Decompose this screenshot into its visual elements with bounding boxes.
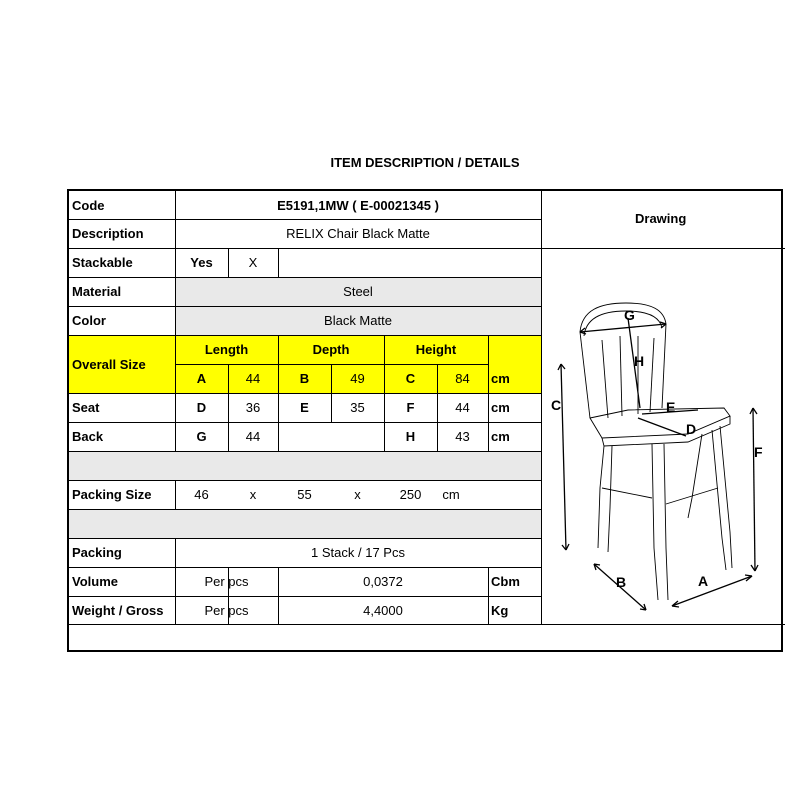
dim-e-letter: E	[300, 400, 309, 415]
volume-unit: Cbm	[491, 574, 520, 589]
blank-row-shade-2	[69, 509, 541, 538]
weight-value: 4,4000	[363, 602, 403, 618]
stackable-yes: Yes	[190, 255, 213, 270]
weight-unit: Kg	[491, 602, 509, 618]
label-c: C	[551, 397, 562, 413]
packing-size-x1: x	[249, 487, 257, 502]
chair-svg	[542, 248, 783, 624]
packing-size-2: 55	[297, 487, 312, 502]
dim-f-value: 44	[455, 400, 470, 415]
dim-d-value: 36	[245, 400, 261, 415]
stackable-label: Stackable	[72, 255, 133, 270]
color-value: Black Matte	[324, 313, 392, 328]
description-value: RELIX Chair Black Matte	[286, 226, 430, 241]
dim-d-letter: D	[196, 400, 207, 415]
length-header: Length	[204, 342, 249, 357]
dim-a-letter: A	[196, 371, 207, 386]
overall-size-label: Overall Size	[72, 356, 146, 372]
material-value: Steel	[343, 284, 373, 299]
dim-h-value: 43	[455, 429, 470, 444]
volume-label: Volume	[72, 574, 118, 589]
dim-a-value: 44	[245, 371, 261, 386]
seat-unit: cm	[491, 400, 510, 415]
drawing-title: Drawing	[635, 211, 687, 226]
depth-header: Depth	[312, 342, 350, 357]
page-title: ITEM DESCRIPTION / DETAILS	[330, 155, 520, 170]
packing-label: Packing	[72, 545, 122, 560]
packing-size-x2: x	[354, 487, 361, 502]
chair-outline	[580, 303, 732, 600]
dim-f-letter: F	[406, 400, 415, 415]
dim-c-letter: C	[405, 371, 416, 386]
dim-e-value: 35	[350, 400, 365, 415]
back-unit: cm	[491, 429, 510, 444]
height-header: Height	[415, 342, 457, 357]
packing-size-3: 250	[399, 487, 422, 502]
seat-label: Seat	[72, 400, 100, 415]
overall-unit: cm	[491, 371, 510, 386]
description-label: Description	[72, 226, 144, 241]
label-f: F	[754, 444, 763, 460]
label-d: D	[686, 421, 697, 437]
weight-per: Per pcs	[204, 602, 249, 618]
back-label: Back	[72, 429, 104, 444]
volume-per: Per pcs	[204, 574, 249, 589]
dim-c-value: 84	[455, 371, 470, 386]
chair-drawing	[542, 248, 783, 624]
packing-size-1: 46	[194, 487, 209, 502]
blank-row-shade-1	[69, 451, 541, 480]
label-b: B	[616, 574, 627, 590]
material-label: Material	[72, 284, 122, 299]
packing-value: 1 Stack / 17 Pcs	[311, 545, 405, 560]
label-g: G	[624, 307, 635, 323]
dim-g-value: 44	[245, 429, 261, 444]
spec-sheet	[67, 189, 783, 652]
dim-h-letter: H	[405, 429, 416, 444]
dimension-lines	[558, 318, 758, 610]
label-a: A	[698, 573, 709, 589]
code-value: E5191,1MW ( E-00021345 )	[277, 197, 439, 213]
packing-size-label: Packing Size	[72, 487, 152, 502]
stackable-mark: X	[248, 255, 258, 270]
label-e: E	[666, 399, 676, 415]
dim-b-letter: B	[299, 371, 310, 386]
color-label: Color	[72, 313, 106, 328]
volume-value: 0,0372	[363, 574, 403, 589]
dim-b-value: 49	[350, 371, 365, 386]
dim-g-letter: G	[196, 429, 207, 444]
label-h: H	[634, 353, 645, 369]
packing-size-unit: cm	[442, 487, 460, 502]
code-label: Code	[72, 197, 105, 213]
weight-label: Weight / Gross	[72, 602, 164, 618]
